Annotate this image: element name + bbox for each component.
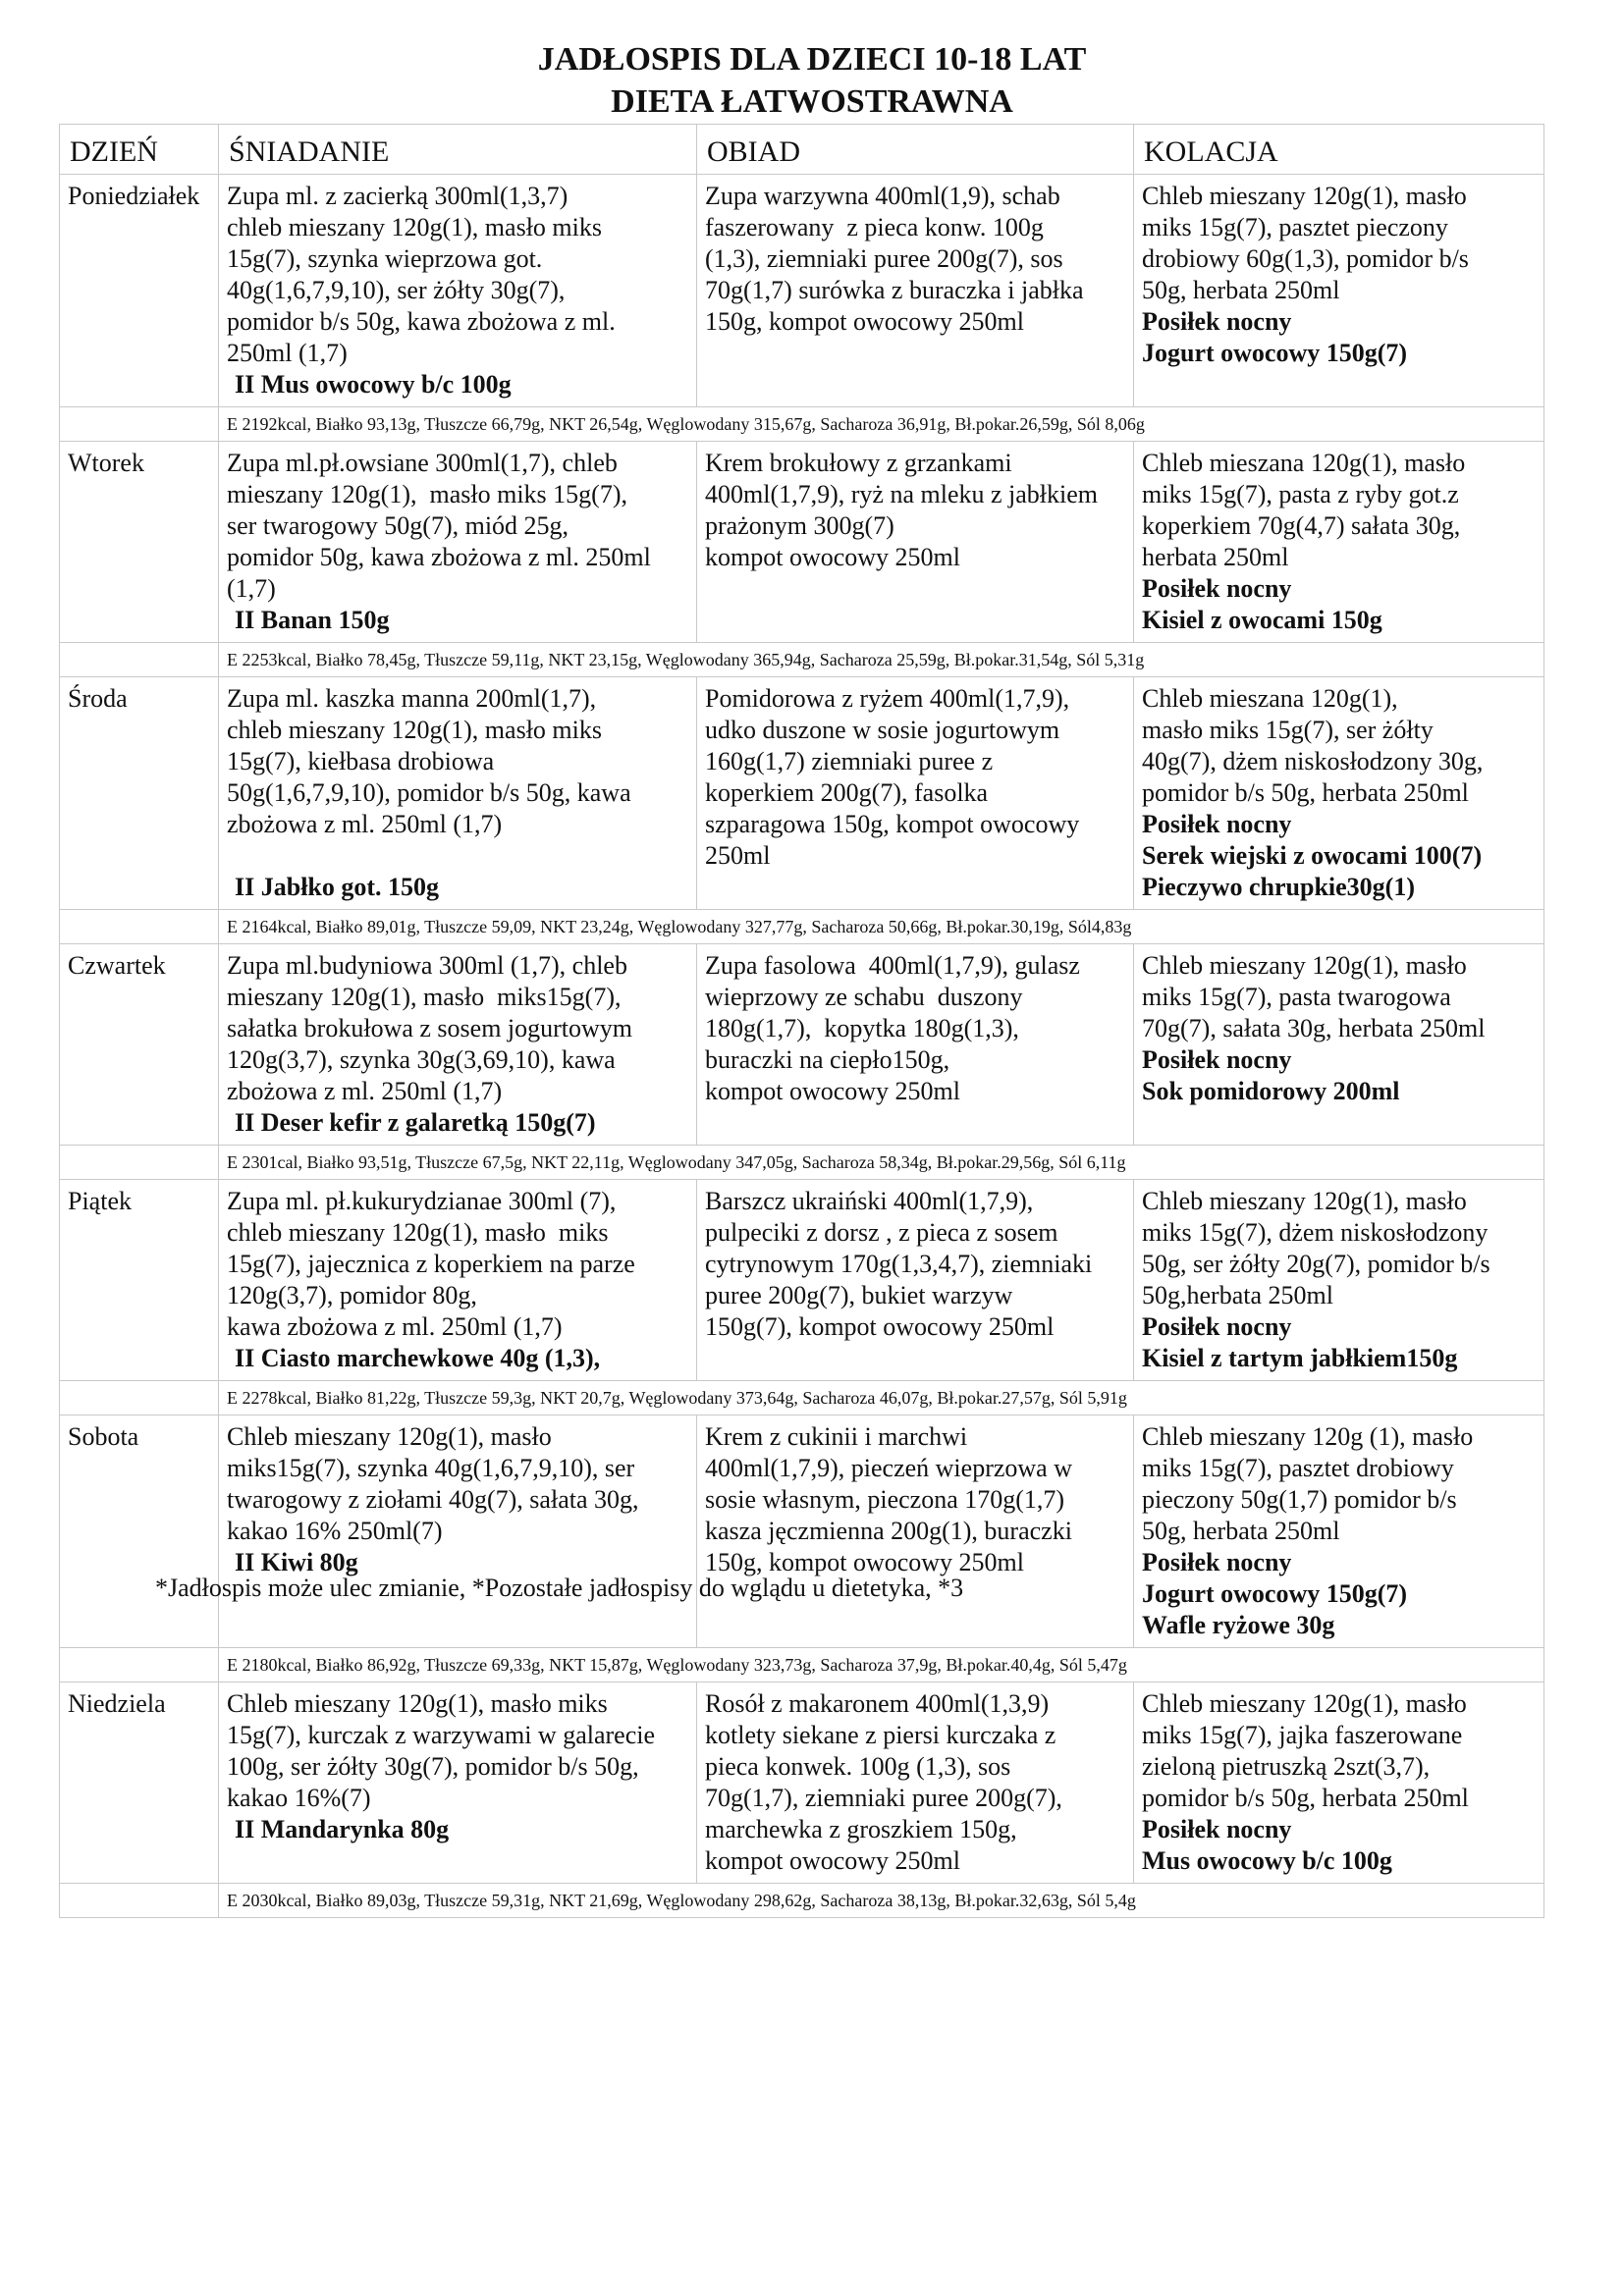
- dinner-line: sosie własnym, pieczona 170g(1,7): [705, 1485, 1065, 1514]
- second-breakfast: II Kiwi 80g: [235, 1548, 358, 1576]
- breakfast-line: 40g(1,6,7,9,10), ser żółty 30g(7),: [227, 276, 566, 304]
- dinner-line: wieprzowy ze schabu duszony: [705, 983, 1023, 1011]
- supper-line: pieczony 50g(1,7) pomidor b/s: [1142, 1485, 1457, 1514]
- dinner-line: faszerowany z pieca konw. 100g: [705, 213, 1044, 241]
- breakfast-line: (1,7): [227, 574, 276, 603]
- breakfast-line: chleb mieszany 120g(1), masło miks: [227, 213, 602, 241]
- breakfast-line: 15g(7), kurczak z warzywami w galarecie: [227, 1721, 655, 1749]
- second-breakfast: II Mandarynka 80g: [235, 1815, 450, 1843]
- breakfast-line: 120g(3,7), pomidor 80g,: [227, 1281, 477, 1309]
- nutrition-spacer: [60, 1884, 219, 1918]
- nutrition-row: [60, 910, 1544, 944]
- dinner-line: Krem z cukinii i marchwi: [705, 1422, 968, 1451]
- night-meal-line: Posiłek nocny: [1142, 574, 1292, 603]
- supper-cell: [1134, 442, 1544, 643]
- dinner-cell: [697, 1180, 1134, 1381]
- supper-line: 50g,herbata 250ml: [1142, 1281, 1333, 1309]
- supper-line: 50g, ser żółty 20g(7), pomidor b/s: [1142, 1250, 1490, 1278]
- breakfast-line: Zupa ml.budyniowa 300ml (1,7), chleb: [227, 951, 627, 980]
- nutrition-row: [60, 1648, 1544, 1682]
- day-row: [60, 1415, 1544, 1648]
- supper-line: miks 15g(7), pasta twarogowa: [1142, 983, 1451, 1011]
- breakfast-line: pomidor 50g, kawa zbożowa z ml. 250ml: [227, 543, 651, 571]
- breakfast-line: mieszany 120g(1), masło miks 15g(7),: [227, 480, 627, 508]
- supper-cell: [1134, 1180, 1544, 1381]
- nutrition-spacer: [60, 407, 219, 442]
- dinner-line: 70g(1,7), ziemniaki puree 200g(7),: [705, 1784, 1062, 1812]
- dinner-line: Krem brokułowy z grzankami: [705, 449, 1012, 477]
- breakfast-line: ser twarogowy 50g(7), miód 25g,: [227, 511, 569, 540]
- dinner-line: (1,3), ziemniaki puree 200g(7), sos: [705, 244, 1063, 273]
- night-meal-line: Kisiel z tartym jabłkiem150g: [1142, 1344, 1458, 1372]
- dinner-cell: [697, 1415, 1134, 1648]
- dinner-line: 70g(1,7) surówka z buraczka i jabłka: [705, 276, 1084, 304]
- dinner-line: kompot owocowy 250ml: [705, 1846, 960, 1875]
- second-breakfast: II Mus owocowy b/c 100g: [235, 370, 512, 399]
- day-name: Wtorek: [60, 442, 219, 643]
- day-name: Niedziela: [60, 1682, 219, 1884]
- breakfast-line: chleb mieszany 120g(1), masło miks: [227, 716, 602, 744]
- breakfast-line: Zupa ml. z zacierką 300ml(1,3,7): [227, 182, 568, 210]
- breakfast-line: 15g(7), jajecznica z koperkiem na parze: [227, 1250, 635, 1278]
- breakfast-line: 15g(7), kiełbasa drobiowa: [227, 747, 495, 775]
- breakfast-line: Zupa ml. kaszka manna 200ml(1,7),: [227, 684, 597, 713]
- page-title: JADŁOSPIS DLA DZIECI 10-18 LAT: [537, 41, 1087, 78]
- header-supper: KOLACJA: [1134, 125, 1544, 175]
- day-row: [60, 677, 1544, 910]
- supper-line: Chleb mieszany 120g (1), masło: [1142, 1422, 1474, 1451]
- night-meal-line: Posiłek nocny: [1142, 307, 1292, 336]
- supper-line: Chleb mieszany 120g(1), masło: [1142, 182, 1467, 210]
- supper-line: 50g, herbata 250ml: [1142, 276, 1340, 304]
- dinner-cell: [697, 442, 1134, 643]
- supper-cell: [1134, 1415, 1544, 1648]
- dinner-line: Barszcz ukraiński 400ml(1,7,9),: [705, 1187, 1034, 1215]
- nutrition-spacer: [60, 910, 219, 944]
- breakfast-line: sałatka brokułowa z sosem jogurtowym: [227, 1014, 633, 1042]
- nutrition-row: [60, 643, 1544, 677]
- breakfast-line: 120g(3,7), szynka 30g(3,69,10), kawa: [227, 1045, 616, 1074]
- night-meal-line: Pieczywo chrupkie30g(1): [1142, 873, 1416, 901]
- supper-cell: [1134, 1682, 1544, 1884]
- breakfast-line: [227, 840, 688, 872]
- breakfast-line: mieszany 120g(1), masło miks15g(7),: [227, 983, 622, 1011]
- day-row: [60, 175, 1544, 407]
- breakfast-cell: [219, 442, 697, 643]
- dinner-line: Zupa warzywna 400ml(1,9), schab: [705, 182, 1060, 210]
- nutrition-summary: E 2301cal, Białko 93,51g, Tłuszcze 67,5g, NKT 22,11g, Węglowodany 347,05g, Sacharoza 58,34g, Bł.pokar.29,56g, Sól 6,11g: [219, 1146, 1544, 1180]
- dinner-cell: [697, 1682, 1134, 1884]
- day-name: Sobota: [60, 1415, 219, 1648]
- second-breakfast: II Deser kefir z galaretką 150g(7): [235, 1108, 596, 1137]
- nutrition-spacer: [60, 1146, 219, 1180]
- breakfast-line: Zupa ml.pł.owsiane 300ml(1,7), chleb: [227, 449, 618, 477]
- dinner-cell: [697, 677, 1134, 910]
- dinner-line: pieca konwek. 100g (1,3), sos: [705, 1752, 1011, 1781]
- breakfast-line: miks15g(7), szynka 40g(1,6,7,9,10), ser: [227, 1454, 635, 1482]
- nutrition-row: [60, 1884, 1544, 1918]
- dinner-line: puree 200g(7), bukiet warzyw: [705, 1281, 1013, 1309]
- dinner-line: prażonym 300g(7): [705, 511, 894, 540]
- dinner-line: buraczki na ciepło150g,: [705, 1045, 950, 1074]
- supper-cell: [1134, 175, 1544, 407]
- supper-line: Chleb mieszana 120g(1), masło: [1142, 449, 1466, 477]
- second-breakfast: II Banan 150g: [235, 606, 390, 634]
- night-meal-line: Posiłek nocny: [1142, 1548, 1292, 1576]
- dinner-line: szparagowa 150g, kompot owocowy: [705, 810, 1080, 838]
- nutrition-summary: E 2253kcal, Białko 78,45g, Tłuszcze 59,11g, NKT 23,15g, Węglowodany 365,94g, Sacharoza 25,59g, Bł.pokar.31,54g, Sól 5,31g: [219, 643, 1544, 677]
- nutrition-summary: E 2278kcal, Białko 81,22g, Tłuszcze 59,3g, NKT 20,7g, Węglowodany 373,64g, Sacharoza 46,07g, Bł.pokar.27,57g, Sól 5,91g: [219, 1381, 1544, 1415]
- supper-line: masło miks 15g(7), ser żółty: [1142, 716, 1434, 744]
- dinner-line: 150g(7), kompot owocowy 250ml: [705, 1312, 1055, 1341]
- night-meal-line: Kisiel z owocami 150g: [1142, 606, 1382, 634]
- breakfast-cell: [219, 1682, 697, 1884]
- day-row: [60, 944, 1544, 1146]
- night-meal-line: Mus owocowy b/c 100g: [1142, 1846, 1392, 1875]
- night-meal-line: Posiłek nocny: [1142, 810, 1292, 838]
- supper-line: herbata 250ml: [1142, 543, 1289, 571]
- supper-line: Chleb mieszany 120g(1), masło: [1142, 1187, 1467, 1215]
- supper-line: Chleb mieszana 120g(1),: [1142, 684, 1398, 713]
- supper-line: pomidor b/s 50g, herbata 250ml: [1142, 1784, 1469, 1812]
- dinner-line: kasza jęczmienna 200g(1), buraczki: [705, 1517, 1072, 1545]
- dinner-line: Zupa fasolowa 400ml(1,7,9), gulasz: [705, 951, 1080, 980]
- footnote: *Jadłospis może ulec zmianie, *Pozostałe jadłospisy do wglądu u dietetyka, *3: [155, 1574, 964, 1602]
- nutrition-summary: E 2030kcal, Białko 89,03g, Tłuszcze 59,31g, NKT 21,69g, Węglowodany 298,62g, Sacharoza 38,13g, Bł.pokar.32,63g, Sól 5,4g: [219, 1884, 1544, 1918]
- dinner-line: 180g(1,7), kopytka 180g(1,3),: [705, 1014, 1019, 1042]
- nutrition-summary: E 2164kcal, Białko 89,01g, Tłuszcze 59,09, NKT 23,24g, Węglowodany 327,77g, Sacharoza 50,66g, Bł.pokar.30,19g, Sól4,83g: [219, 910, 1544, 944]
- breakfast-cell: [219, 677, 697, 910]
- menu-body: [60, 175, 1544, 1918]
- supper-line: 40g(7), dżem niskosłodzony 30g,: [1142, 747, 1484, 775]
- night-meal-line: Jogurt owocowy 150g(7): [1142, 1579, 1408, 1608]
- breakfast-line: 100g, ser żółty 30g(7), pomidor b/s 50g,: [227, 1752, 639, 1781]
- supper-line: Chleb mieszany 120g(1), masło: [1142, 1689, 1467, 1718]
- dinner-line: 150g, kompot owocowy 250ml: [705, 1548, 1024, 1576]
- breakfast-line: kawa zbożowa z ml. 250ml (1,7): [227, 1312, 563, 1341]
- dinner-line: udko duszone w sosie jogurtowym: [705, 716, 1060, 744]
- breakfast-line: Chleb mieszany 120g(1), masło: [227, 1422, 552, 1451]
- breakfast-line: pomidor b/s 50g, kawa zbożowa z ml.: [227, 307, 616, 336]
- dinner-line: cytrynowym 170g(1,3,4,7), ziemniaki: [705, 1250, 1093, 1278]
- breakfast-line: kakao 16%(7): [227, 1784, 371, 1812]
- breakfast-line: 15g(7), szynka wieprzowa got.: [227, 244, 543, 273]
- night-meal-line: Serek wiejski z owocami 100(7): [1142, 841, 1483, 870]
- day-name: Środa: [60, 677, 219, 910]
- supper-cell: [1134, 677, 1544, 910]
- breakfast-line: Chleb mieszany 120g(1), masło miks: [227, 1689, 608, 1718]
- dinner-line: kompot owocowy 250ml: [705, 1077, 960, 1105]
- breakfast-line: Zupa ml. pł.kukurydzianae 300ml (7),: [227, 1187, 617, 1215]
- night-meal-line: Posiłek nocny: [1142, 1815, 1292, 1843]
- day-row: [60, 1682, 1544, 1884]
- supper-line: koperkiem 70g(4,7) sałata 30g,: [1142, 511, 1461, 540]
- supper-line: miks 15g(7), pasztet pieczony: [1142, 213, 1448, 241]
- dinner-line: 400ml(1,7,9), ryż na mleku z jabłkiem: [705, 480, 1099, 508]
- supper-line: miks 15g(7), pasztet drobiowy: [1142, 1454, 1454, 1482]
- dinner-line: Pomidorowa z ryżem 400ml(1,7,9),: [705, 684, 1070, 713]
- day-row: [60, 442, 1544, 643]
- header-day: DZIEŃ: [60, 125, 219, 175]
- page-subtitle: DIETA ŁATWOSTRAWNA: [611, 83, 1013, 120]
- supper-line: drobiowy 60g(1,3), pomidor b/s: [1142, 244, 1469, 273]
- breakfast-line: zbożowa z ml. 250ml (1,7): [227, 810, 503, 838]
- dinner-line: Rosół z makaronem 400ml(1,3,9): [705, 1689, 1050, 1718]
- day-name: Czwartek: [60, 944, 219, 1146]
- nutrition-row: [60, 1381, 1544, 1415]
- breakfast-cell: [219, 944, 697, 1146]
- dinner-line: koperkiem 200g(7), fasolka: [705, 778, 989, 807]
- dinner-line: 160g(1,7) ziemniaki puree z: [705, 747, 994, 775]
- second-breakfast: II Jabłko got. 150g: [235, 873, 440, 901]
- header-dinner: OBIAD: [697, 125, 1134, 175]
- supper-line: miks 15g(7), pasta z ryby got.z: [1142, 480, 1459, 508]
- dinner-line: marchewka z groszkiem 150g,: [705, 1815, 1017, 1843]
- dinner-line: 400ml(1,7,9), pieczeń wieprzowa w: [705, 1454, 1072, 1482]
- dinner-line: 150g, kompot owocowy 250ml: [705, 307, 1024, 336]
- nutrition-spacer: [60, 643, 219, 677]
- night-meal-line: Jogurt owocowy 150g(7): [1142, 339, 1408, 367]
- supper-line: pomidor b/s 50g, herbata 250ml: [1142, 778, 1469, 807]
- header-row: [60, 125, 1544, 175]
- supper-line: Chleb mieszany 120g(1), masło: [1142, 951, 1467, 980]
- dinner-line: pulpeciki z dorsz , z pieca z sosem: [705, 1218, 1058, 1247]
- day-row: [60, 1180, 1544, 1381]
- breakfast-line: 50g(1,6,7,9,10), pomidor b/s 50g, kawa: [227, 778, 631, 807]
- supper-cell: [1134, 944, 1544, 1146]
- supper-line: miks 15g(7), dżem niskosłodzony: [1142, 1218, 1489, 1247]
- breakfast-cell: [219, 1415, 697, 1648]
- supper-line: zieloną pietruszką 2szt(3,7),: [1142, 1752, 1431, 1781]
- supper-line: miks 15g(7), jajka faszerowane: [1142, 1721, 1463, 1749]
- night-meal-line: Sok pomidorowy 200ml: [1142, 1077, 1400, 1105]
- breakfast-line: twarogowy z ziołami 40g(7), sałata 30g,: [227, 1485, 639, 1514]
- nutrition-summary: E 2192kcal, Białko 93,13g, Tłuszcze 66,79g, NKT 26,54g, Węglowodany 315,67g, Sacharoza 36,91g, Bł.pokar.26,59g, Sól 8,06g: [219, 407, 1544, 442]
- breakfast-line: 250ml (1,7): [227, 339, 348, 367]
- breakfast-cell: [219, 175, 697, 407]
- supper-line: 70g(7), sałata 30g, herbata 250ml: [1142, 1014, 1486, 1042]
- day-name: Piątek: [60, 1180, 219, 1381]
- second-breakfast: II Ciasto marchewkowe 40g (1,3),: [235, 1344, 601, 1372]
- nutrition-spacer: [60, 1381, 219, 1415]
- nutrition-row: [60, 407, 1544, 442]
- day-name: Poniedziałek: [60, 175, 219, 407]
- breakfast-line: chleb mieszany 120g(1), masło miks: [227, 1218, 609, 1247]
- nutrition-row: [60, 1146, 1544, 1180]
- dinner-line: kotlety siekane z piersi kurczaka z: [705, 1721, 1056, 1749]
- night-meal-line: Posiłek nocny: [1142, 1045, 1292, 1074]
- breakfast-cell: [219, 1180, 697, 1381]
- supper-line: 50g, herbata 250ml: [1142, 1517, 1340, 1545]
- breakfast-line: kakao 16% 250ml(7): [227, 1517, 443, 1545]
- nutrition-spacer: [60, 1648, 219, 1682]
- dinner-line: 250ml: [705, 841, 771, 870]
- dinner-line: kompot owocowy 250ml: [705, 543, 960, 571]
- dinner-cell: [697, 944, 1134, 1146]
- menu-table: [59, 124, 1544, 1918]
- night-meal-line: Posiłek nocny: [1142, 1312, 1292, 1341]
- header-breakfast: ŚNIADANIE: [219, 125, 697, 175]
- breakfast-line: zbożowa z ml. 250ml (1,7): [227, 1077, 503, 1105]
- dinner-cell: [697, 175, 1134, 407]
- night-meal-line: Wafle ryżowe 30g: [1142, 1611, 1335, 1639]
- nutrition-summary: E 2180kcal, Białko 86,92g, Tłuszcze 69,33g, NKT 15,87g, Węglowodany 323,73g, Sacharoza 37,9g, Bł.pokar.40,4g, Sól 5,47g: [219, 1648, 1544, 1682]
